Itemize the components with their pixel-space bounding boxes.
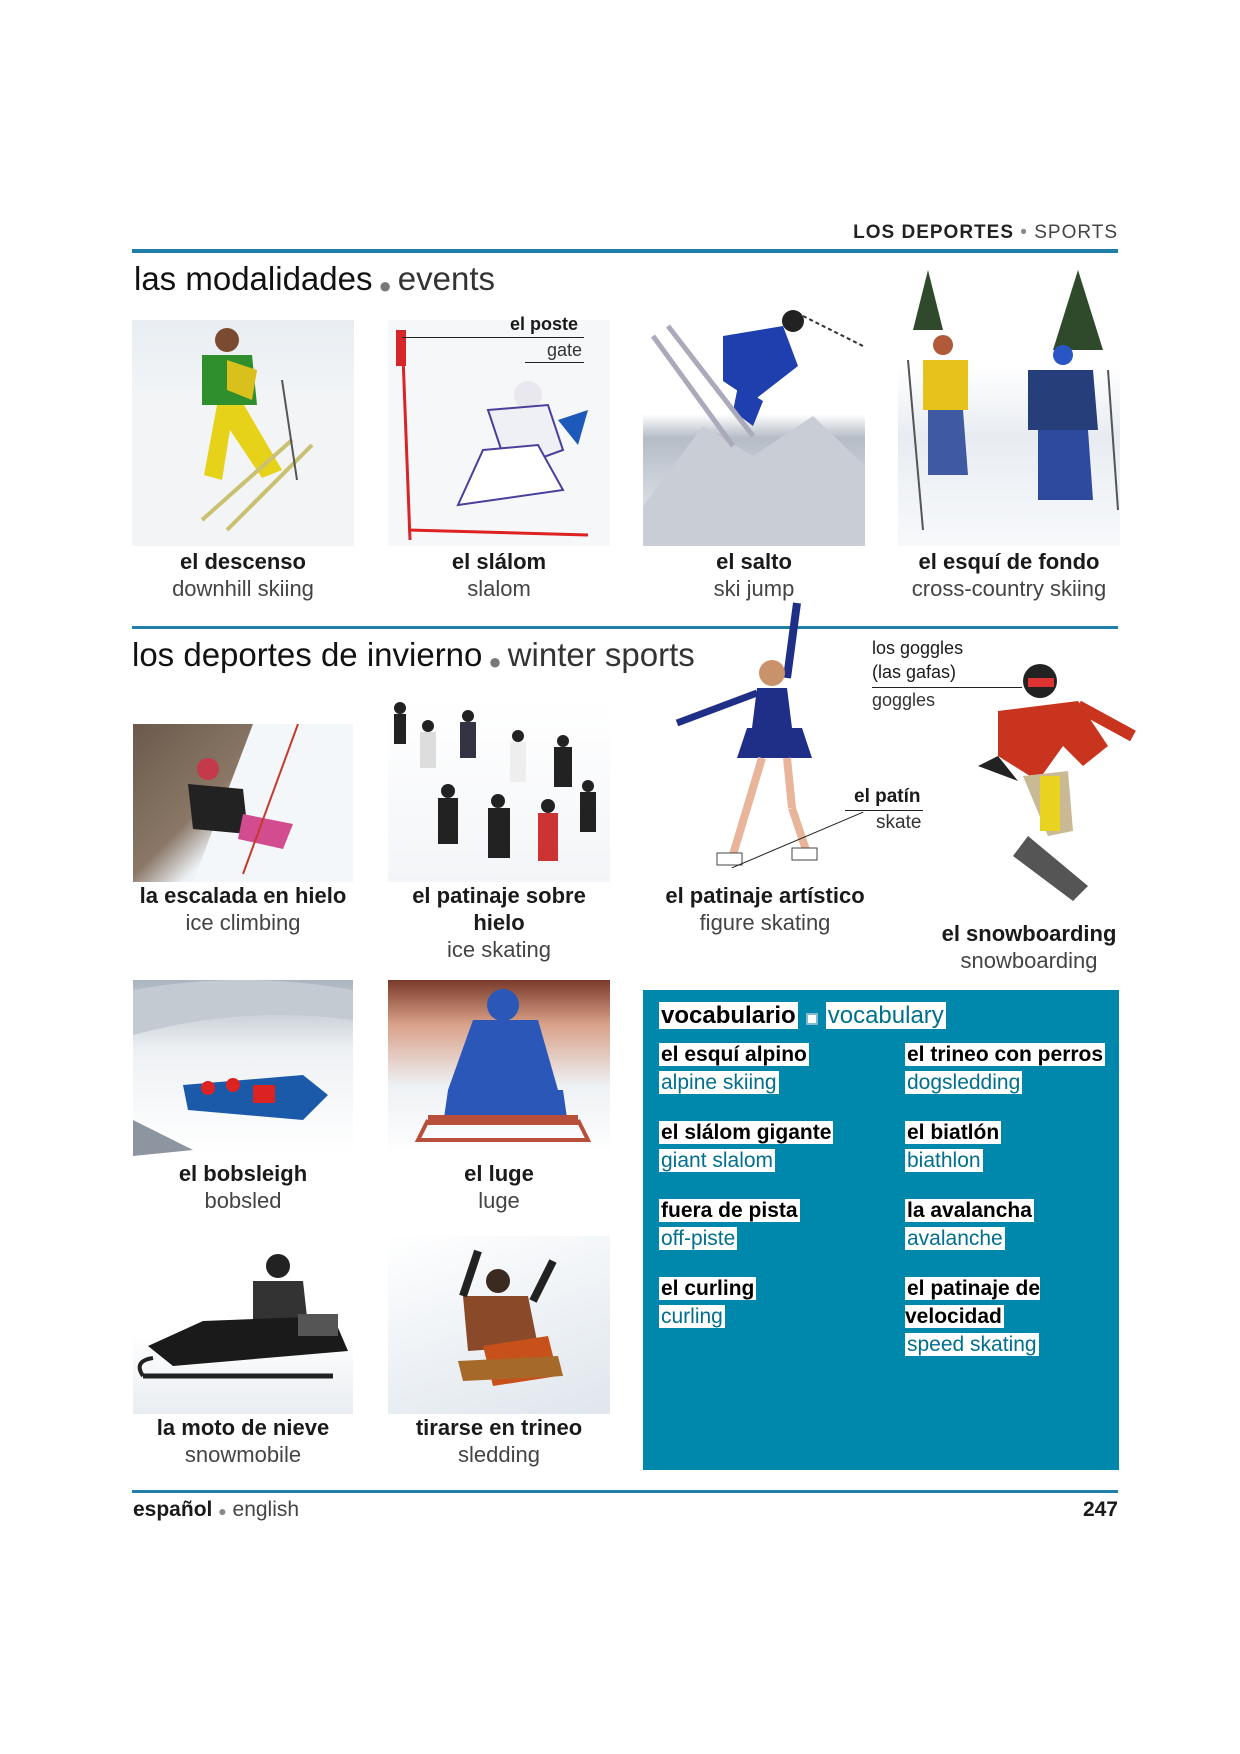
caption-en: ice climbing <box>185 910 301 935</box>
goggles-label-es <box>872 636 963 684</box>
footer-lang-en: english <box>232 1498 300 1521</box>
caption-figure-skating <box>640 882 890 936</box>
caption-en: ice skating <box>447 937 551 962</box>
footer-lang-es: español <box>133 1498 213 1521</box>
caption-en: bobsled <box>204 1188 282 1213</box>
header-rule <box>132 249 1118 253</box>
footer-language <box>133 1498 299 1522</box>
caption-es: tirarse en trineo <box>415 1415 583 1440</box>
ice-skating-photo <box>388 696 610 882</box>
winter-heading <box>132 636 695 675</box>
footer-rule <box>132 1490 1118 1493</box>
header-section-es: LOS DEPORTES <box>853 222 1014 243</box>
snowmobile-icon <box>133 1236 353 1414</box>
ice-climbing-photo <box>133 724 353 882</box>
sledding-photo <box>388 1236 610 1414</box>
caption-cross-country <box>880 548 1138 602</box>
luge-photo <box>388 980 610 1156</box>
vocab-item <box>905 1042 1115 1098</box>
vocab-item <box>905 1120 1115 1176</box>
events-heading <box>134 260 495 299</box>
vocab-es: el patinaje de velocidad <box>905 1277 1041 1328</box>
caption-downhill <box>132 548 354 602</box>
caption-es: el salto <box>716 549 792 574</box>
vocab-en: curling <box>661 1305 723 1328</box>
caption-luge <box>388 1160 610 1214</box>
snowboarder-photo <box>968 656 1140 916</box>
caption-en: cross-country skiing <box>911 576 1107 601</box>
vocabulary-box <box>643 990 1119 1470</box>
caption-snowboarding <box>918 920 1140 974</box>
caption-es: el descenso <box>180 549 306 574</box>
winter-title-en: winter sports <box>507 636 695 673</box>
downhill-skier-icon <box>132 320 354 546</box>
vocab-en: giant slalom <box>661 1149 774 1172</box>
vocab-item <box>659 1276 879 1332</box>
caption-es: la moto de nieve <box>156 1415 330 1440</box>
caption-ice-skating <box>388 882 610 963</box>
winter-title-es: los deportes de invierno <box>132 636 483 673</box>
bobsleigh-photo <box>133 980 353 1156</box>
bullet-icon: ● <box>218 1503 227 1519</box>
caption-en: slalom <box>467 576 531 601</box>
sledders-icon <box>388 1236 610 1414</box>
caption-snowmobile <box>118 1414 368 1468</box>
goggles-es: los goggles <box>872 638 964 658</box>
skate-pointer <box>845 810 923 811</box>
ice-climber-icon <box>133 724 353 882</box>
square-bullet-icon <box>806 1013 818 1025</box>
gate-pointer-2 <box>525 362 584 363</box>
caption-en: snowboarding <box>960 948 1098 973</box>
bullet-icon: ● <box>378 272 392 298</box>
caption-en: sledding <box>458 1442 540 1467</box>
caption-es: el luge <box>464 1161 534 1186</box>
vocab-en: alpine skiing <box>661 1071 777 1094</box>
header-section-en: SPORTS <box>1034 222 1118 243</box>
figure-skater-photo <box>672 598 842 888</box>
caption-en: snowmobile <box>184 1442 302 1467</box>
vocabulary-title-es: vocabulario <box>661 1002 796 1029</box>
vocab-es: el slálom gigante <box>661 1121 832 1144</box>
bullet-icon: • <box>1020 222 1028 243</box>
vocab-es: fuera de pista <box>661 1199 798 1222</box>
downhill-skiing-photo <box>132 320 354 546</box>
ski-jumper-icon <box>643 306 865 546</box>
caption-en: luge <box>478 1188 520 1213</box>
caption-en: downhill skiing <box>172 576 314 601</box>
vocab-item <box>659 1198 879 1254</box>
snowmobile-photo <box>133 1236 353 1414</box>
vocab-item <box>659 1042 879 1098</box>
caption-bobsleigh <box>133 1160 353 1214</box>
goggles-es-alt: (las gafas) <box>872 662 957 682</box>
gate-pointer <box>402 337 584 338</box>
vocab-en: speed skating <box>907 1333 1037 1356</box>
vocab-es: el trineo con perros <box>907 1043 1104 1066</box>
vocab-en: avalanche <box>907 1227 1003 1250</box>
caption-es: el slálom <box>451 549 547 574</box>
cross-country-photo <box>898 270 1120 546</box>
section-rule <box>132 626 1118 629</box>
vocab-es: el esquí alpino <box>661 1043 807 1066</box>
gate-label-es: el poste <box>510 314 579 334</box>
vocab-item <box>905 1198 1115 1254</box>
figure-skater-icon <box>672 598 842 888</box>
vocab-en: biathlon <box>907 1149 981 1172</box>
events-title-en: events <box>397 260 496 297</box>
events-title-es: las modalidades <box>134 260 373 297</box>
caption-es: el patinaje artístico <box>665 883 865 908</box>
vocab-es: el curling <box>661 1277 755 1300</box>
vocab-es: la avalancha <box>907 1199 1032 1222</box>
caption-en: ski jump <box>713 576 795 601</box>
bullet-icon: ● <box>488 648 502 674</box>
vocabulary-heading <box>659 1002 946 1030</box>
goggles-label-en: goggles <box>872 690 936 710</box>
ski-jump-photo <box>643 306 865 546</box>
vocab-item <box>905 1276 1075 1360</box>
caption-en: figure skating <box>699 910 831 935</box>
skate-label-es: el patín <box>854 786 921 807</box>
cross-country-skiers-icon <box>898 270 1120 546</box>
caption-es: el bobsleigh <box>178 1161 308 1186</box>
snowboarder-icon <box>968 656 1140 916</box>
caption-es: el patinaje sobre hielo <box>412 883 586 935</box>
caption-sledding <box>388 1414 610 1468</box>
caption-es: el snowboarding <box>941 921 1117 946</box>
caption-es: la escalada en hielo <box>139 883 347 908</box>
ice-skaters-icon <box>388 696 610 882</box>
gate-label-en: gate <box>547 340 583 360</box>
caption-slalom <box>388 548 610 602</box>
vocab-item <box>659 1120 879 1176</box>
vocab-en: dogsledding <box>907 1071 1021 1094</box>
vocab-es: el biatlón <box>907 1121 1000 1144</box>
caption-ski-jump <box>643 548 865 602</box>
bobsled-icon <box>133 980 353 1156</box>
vocabulary-title-en: vocabulary <box>827 1002 944 1029</box>
luge-rider-icon <box>388 980 610 1156</box>
caption-ice-climbing <box>118 882 368 936</box>
caption-es: el esquí de fondo <box>918 549 1100 574</box>
vocab-en: off-piste <box>661 1227 736 1250</box>
skate-label-en: skate <box>876 812 922 833</box>
page-number: 247 <box>1082 1498 1118 1521</box>
running-header <box>853 222 1118 244</box>
